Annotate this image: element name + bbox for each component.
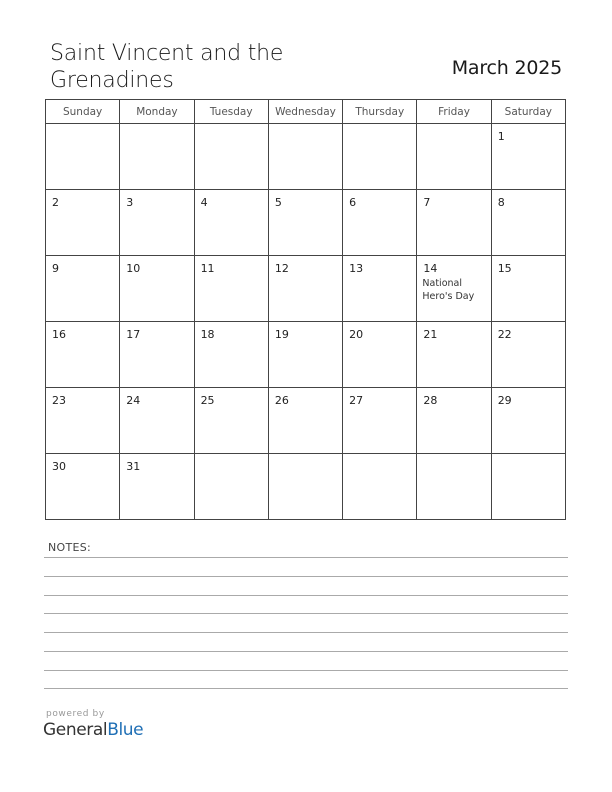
brand-blue-text: Blue xyxy=(107,720,144,740)
day-cell xyxy=(343,256,417,322)
week-row xyxy=(46,454,566,520)
notes-line xyxy=(44,651,568,652)
day-number xyxy=(492,454,565,461)
day-number: 10 xyxy=(126,262,141,275)
day-number: 7 xyxy=(423,196,431,209)
weekday-header-row xyxy=(46,100,566,124)
day-cell xyxy=(491,388,565,454)
day-cell xyxy=(268,388,342,454)
notes-line xyxy=(44,688,568,689)
day-number: 30 xyxy=(52,460,66,473)
day-number xyxy=(195,124,268,131)
brand-general-text: General xyxy=(43,720,108,740)
day-number xyxy=(269,124,342,131)
day-cell xyxy=(120,124,194,190)
day-cell xyxy=(46,322,120,388)
day-cell xyxy=(343,190,417,256)
weekday-header: Thursday xyxy=(343,100,417,124)
week-row xyxy=(46,256,566,322)
day-cell xyxy=(120,190,194,256)
weekday-header: Wednesday xyxy=(268,100,342,124)
day-number: 18 xyxy=(200,328,215,341)
day-number: 8 xyxy=(497,196,505,209)
day-cell xyxy=(343,454,417,520)
notes-line xyxy=(44,595,568,596)
holiday-event: National Hero's Day xyxy=(422,278,475,302)
weekday-header: Monday xyxy=(120,100,194,124)
day-number: 19 xyxy=(274,328,289,341)
day-number xyxy=(417,454,490,461)
day-number: 12 xyxy=(274,262,289,275)
day-cell xyxy=(120,256,194,322)
day-cell xyxy=(417,388,491,454)
day-cell xyxy=(268,124,342,190)
day-number: 26 xyxy=(274,394,289,407)
day-number: 22 xyxy=(497,328,512,341)
calendar-grid xyxy=(45,99,566,520)
week-row xyxy=(46,388,566,454)
day-cell xyxy=(343,388,417,454)
day-number xyxy=(343,454,416,461)
day-number xyxy=(343,124,416,131)
day-number: 24 xyxy=(126,394,141,407)
weekday-header: Friday xyxy=(417,100,491,124)
day-cell xyxy=(491,454,565,520)
weekday-header: Sunday xyxy=(46,100,120,124)
day-cell xyxy=(268,454,342,520)
day-number xyxy=(120,124,193,131)
day-cell xyxy=(120,322,194,388)
day-cell xyxy=(268,190,342,256)
notes-label: NOTES: xyxy=(48,541,92,554)
day-number: 2 xyxy=(52,196,59,209)
day-cell xyxy=(194,388,268,454)
day-cell xyxy=(417,256,491,322)
weekday-header: Saturday xyxy=(491,100,565,124)
day-cell xyxy=(194,322,268,388)
day-number: 11 xyxy=(200,262,215,275)
day-cell xyxy=(268,256,342,322)
day-number: 9 xyxy=(52,262,59,275)
day-cell xyxy=(46,388,120,454)
day-number: 31 xyxy=(126,460,141,473)
day-number: 17 xyxy=(126,328,141,341)
day-cell xyxy=(491,322,565,388)
day-cell xyxy=(46,256,120,322)
week-row xyxy=(46,124,566,190)
day-cell xyxy=(268,322,342,388)
day-cell xyxy=(343,322,417,388)
day-number xyxy=(269,454,342,461)
weekday-header: Tuesday xyxy=(194,100,268,124)
day-number: 15 xyxy=(497,262,512,275)
day-number: 23 xyxy=(52,394,66,407)
day-number: 3 xyxy=(126,196,134,209)
day-number: 14 xyxy=(423,262,438,275)
day-number: 27 xyxy=(349,394,364,407)
day-number: 6 xyxy=(349,196,357,209)
notes-line xyxy=(44,557,568,558)
day-cell xyxy=(120,388,194,454)
day-number: 5 xyxy=(274,196,282,209)
week-row xyxy=(46,190,566,256)
day-cell xyxy=(46,454,120,520)
day-cell xyxy=(491,124,565,190)
calendar-body xyxy=(46,124,566,520)
day-cell xyxy=(194,124,268,190)
day-cell xyxy=(46,190,120,256)
day-cell xyxy=(417,124,491,190)
notes-line xyxy=(44,576,568,577)
day-number: 21 xyxy=(423,328,438,341)
day-cell xyxy=(194,454,268,520)
day-cell xyxy=(194,190,268,256)
day-cell xyxy=(417,454,491,520)
day-number xyxy=(46,124,119,131)
day-number: 29 xyxy=(497,394,512,407)
week-row xyxy=(46,322,566,388)
day-cell xyxy=(417,322,491,388)
day-number xyxy=(417,124,490,131)
day-number: 16 xyxy=(52,328,66,341)
day-cell xyxy=(491,190,565,256)
day-cell xyxy=(343,124,417,190)
notes-line xyxy=(44,632,568,633)
day-cell xyxy=(417,190,491,256)
month-year-label: March 2025 xyxy=(451,57,562,79)
powered-by-label: powered by xyxy=(46,709,105,719)
day-cell xyxy=(194,256,268,322)
day-number: 20 xyxy=(349,328,364,341)
day-number: 4 xyxy=(200,196,208,209)
day-cell xyxy=(46,124,120,190)
page-title: Saint Vincent and the Grenadines xyxy=(50,41,284,93)
day-cell xyxy=(120,454,194,520)
day-number: 1 xyxy=(497,130,505,143)
notes-line xyxy=(44,613,568,614)
day-number: 25 xyxy=(200,394,215,407)
day-number: 13 xyxy=(349,262,364,275)
notes-line xyxy=(44,670,568,671)
generalblue-logo[interactable] xyxy=(43,720,143,740)
day-number: 28 xyxy=(423,394,438,407)
day-number xyxy=(195,454,268,461)
day-cell xyxy=(491,256,565,322)
